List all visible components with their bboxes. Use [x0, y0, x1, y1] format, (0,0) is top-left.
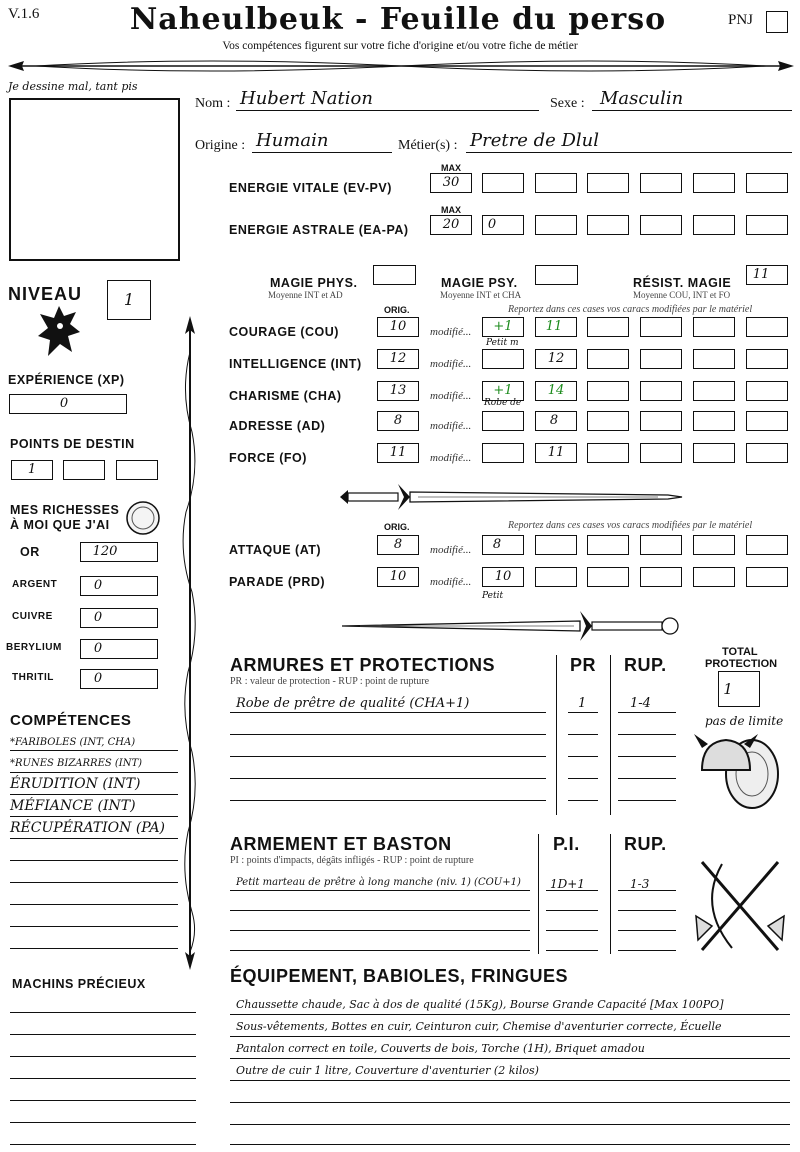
ev-box-4[interactable] [587, 173, 629, 193]
equipement-rule-5 [230, 1102, 790, 1103]
fo-box-4[interactable] [587, 443, 629, 463]
armement-pi-label: P.I. [553, 834, 580, 854]
weapons-icon [692, 856, 788, 956]
magie-psy-label: MAGIE PSY. [441, 276, 518, 290]
ad-box-4[interactable] [587, 411, 629, 431]
armure-line-5 [230, 800, 546, 801]
armure-1-name: Robe de prêtre de qualité (CHA+1) [236, 696, 470, 711]
equipement-line-2: Sous-vêtements, Bottes en cuir, Ceinturon cuir, Chemise d'aventurier correcte, Écuelle [236, 1020, 722, 1033]
arme-line-1 [230, 890, 530, 891]
prd-modifie-label: modifié... [430, 576, 472, 588]
prd-label: PARADE (PRD) [229, 575, 326, 589]
int-box-6[interactable] [693, 349, 735, 369]
armure-line-1 [230, 712, 546, 713]
armement-note: PI : points d'impacts, dégâts infligés - RUP : point de rupture [230, 855, 474, 866]
ea-max-label: MAX [441, 205, 461, 215]
machins-line-4 [10, 1078, 196, 1079]
armure-rup-line-2 [618, 734, 676, 735]
armure-rup-line-4 [618, 778, 676, 779]
title-spear-decoration [6, 54, 796, 78]
magie-phys-note: Moyenne INT et AD [268, 290, 343, 300]
metier-line [466, 152, 792, 153]
arme-line-3 [230, 930, 530, 931]
limit-note: pas de limite [705, 714, 784, 728]
equipement-line-3: Pantalon correct en toile, Couverts de bois, Torche (1H), Briquet amadou [236, 1042, 645, 1055]
cuivre-value: 0 [93, 610, 103, 625]
ea-box-3[interactable] [535, 215, 577, 235]
equipement-rule-4 [230, 1080, 790, 1081]
ad-box-6[interactable] [693, 411, 735, 431]
prd-box-6[interactable] [693, 567, 735, 587]
competence-line-10 [10, 948, 178, 949]
armure-pr-line-3 [568, 756, 598, 757]
fo-box-6[interactable] [693, 443, 735, 463]
cha-box-7[interactable] [746, 381, 788, 401]
arme-pi-line-3 [546, 930, 598, 931]
at-box-3[interactable] [535, 535, 577, 555]
armure-pr-line-1 [568, 712, 598, 713]
sexe-label: Sexe : [550, 96, 585, 111]
portrait-caption: Je dessine mal, tant pis [8, 80, 138, 93]
ad-box-5[interactable] [640, 411, 682, 431]
berylium-value: 0 [93, 641, 103, 656]
arme-pi-line-4 [546, 950, 598, 951]
armures-rup-label: RUP. [624, 655, 667, 675]
int-box-5[interactable] [640, 349, 682, 369]
caracs-orig-label: ORIG. [384, 305, 410, 315]
ea-max-value: 20 [442, 217, 460, 232]
ev-box-5[interactable] [640, 173, 682, 193]
armement-title: ARMEMENT ET BASTON [230, 834, 452, 854]
nom-value[interactable]: Hubert Nation [240, 88, 373, 109]
richesses-label-1: MES RICHESSES [10, 503, 120, 517]
equipement-rule-6 [230, 1124, 790, 1125]
cou-mod-value: +1 [493, 319, 513, 334]
resist-magie-label: RÉSIST. MAGIE [633, 276, 732, 290]
fo-label: FORCE (FO) [229, 451, 307, 465]
machins-label: MACHINS PRÉCIEUX [12, 977, 146, 991]
arme-1-name: Petit marteau de prêtre à long manche (niv. 1) (COU+1) [236, 877, 521, 888]
armure-line-3 [230, 756, 546, 757]
magie-phys-box[interactable] [373, 265, 416, 285]
origine-label: Origine : [195, 138, 246, 153]
cou-box-6[interactable] [693, 317, 735, 337]
armure-rup-line-5 [618, 800, 676, 801]
armure-pr-line-4 [568, 778, 598, 779]
magie-phys-label: MAGIE PHYS. [270, 276, 358, 290]
total-label-2: PROTECTION [705, 658, 778, 670]
nom-label: Nom : [195, 96, 231, 111]
caracs-note: Reportez dans ces cases vos caracs modifiées par le matériel [508, 304, 753, 315]
competence-line-6 [10, 860, 178, 861]
competence-5: RÉCUPÉRATION (PA) [10, 820, 166, 836]
resist-magie-value: 11 [752, 267, 770, 282]
berylium-label: BERYLIUM [6, 642, 62, 653]
origine-line [252, 152, 392, 153]
fo-final-value: 11 [547, 445, 565, 460]
competences-label: COMPÉTENCES [10, 712, 132, 729]
at-final-value: 8 [492, 537, 502, 552]
armures-note: PR : valeur de protection - RUP : point de rupture [230, 676, 430, 687]
cha-mod-note: Robe de [484, 398, 522, 408]
armement-col-divider-2 [610, 834, 611, 954]
armures-pr-label: PR [570, 655, 597, 675]
combat-orig-label: ORIG. [384, 522, 410, 532]
nom-line [236, 110, 539, 111]
portrait-box[interactable] [9, 98, 180, 261]
equipement-title: ÉQUIPEMENT, BABIOLES, FRINGUES [230, 966, 569, 986]
int-label: INTELLIGENCE (INT) [229, 357, 362, 371]
ea-current-value: 0 [487, 217, 497, 232]
ad-orig-value: 8 [393, 413, 403, 428]
ev-max-label: MAX [441, 163, 461, 173]
ad-label: ADRESSE (AD) [229, 419, 326, 433]
helmet-shield-icon [694, 728, 786, 812]
machins-line-3 [10, 1056, 196, 1057]
cuivre-label: CUIVRE [12, 611, 53, 622]
arme-rup-line-2 [618, 910, 676, 911]
equipement-rule-3 [230, 1058, 790, 1059]
ev-box-2[interactable] [482, 173, 524, 193]
niveau-value: 1 [123, 290, 135, 309]
combat-note: Reportez dans ces cases vos caracs modifiées par le matériel [508, 520, 753, 531]
cha-final-value: 14 [547, 383, 565, 398]
arme-pi-line-2 [546, 910, 598, 911]
cou-box-7[interactable] [746, 317, 788, 337]
sexe-line [592, 110, 792, 111]
machins-line-7 [10, 1144, 196, 1145]
cha-modifie-label: modifié... [430, 390, 472, 402]
experience-label: EXPÉRIENCE (XP) [8, 373, 125, 387]
fo-orig-value: 11 [389, 445, 407, 460]
richesses-label-2: À MOI QUE J'AI [10, 518, 110, 532]
ad-modifie-label: modifié... [430, 420, 472, 432]
competence-line-3 [10, 794, 178, 795]
competence-line-5 [10, 838, 178, 839]
argent-value: 0 [93, 578, 103, 593]
fo-modifie-label: modifié... [430, 452, 472, 464]
armement-rup-label: RUP. [624, 834, 667, 854]
prd-orig-value: 10 [389, 569, 407, 584]
thritil-value: 0 [93, 671, 103, 686]
sword-icon [338, 480, 684, 514]
cou-final-value: 11 [545, 319, 563, 334]
cha-orig-value: 13 [389, 383, 407, 398]
version-label: V.1.6 [8, 6, 40, 22]
armures-col-divider-1 [556, 655, 557, 815]
equipement-rule-2 [230, 1036, 790, 1037]
sword-icon-2 [340, 607, 682, 645]
prd-box-4[interactable] [587, 567, 629, 587]
competence-line-4 [10, 816, 178, 817]
or-value: 120 [92, 544, 118, 559]
cou-box-5[interactable] [640, 317, 682, 337]
cou-box-4[interactable] [587, 317, 629, 337]
niveau-label: NIVEAU [8, 284, 83, 304]
combat-under-note: Petit [482, 591, 504, 601]
armement-col-divider-1 [538, 834, 539, 954]
cha-mod-value: +1 [493, 383, 513, 398]
competence-line-8 [10, 904, 178, 905]
armure-pr-line-2 [568, 734, 598, 735]
int-box-4[interactable] [587, 349, 629, 369]
prd-box-3[interactable] [535, 567, 577, 587]
cha-box-4[interactable] [587, 381, 629, 401]
destin-label: POINTS DE DESTIN [10, 437, 135, 451]
metier-label: Métier(s) : [398, 138, 458, 153]
int-orig-value: 12 [389, 351, 407, 366]
experience-value: 0 [59, 396, 69, 411]
destin-box-2[interactable] [63, 460, 105, 480]
cha-box-6[interactable] [693, 381, 735, 401]
resist-magie-note: Moyenne COU, INT et FO [633, 290, 731, 300]
at-modifie-label: modifié... [430, 544, 472, 556]
cou-modifie-label: modifié... [430, 326, 472, 338]
ad-mod-box[interactable] [482, 411, 524, 431]
competence-2: *RUNES BIZARRES (INT) [10, 758, 143, 769]
armure-rup-line-1 [618, 712, 676, 713]
competence-4: MÉFIANCE (INT) [10, 798, 136, 814]
at-box-6[interactable] [693, 535, 735, 555]
destin-box-3[interactable] [116, 460, 158, 480]
machins-line-2 [10, 1034, 196, 1035]
ev-box-6[interactable] [693, 173, 735, 193]
arme-line-2 [230, 910, 530, 911]
machins-line-1 [10, 1012, 196, 1013]
ea-box-7[interactable] [746, 215, 788, 235]
at-box-7[interactable] [746, 535, 788, 555]
cha-label: CHARISME (CHA) [229, 389, 342, 403]
at-label: ATTAQUE (AT) [229, 543, 322, 557]
or-label: OR [20, 545, 40, 559]
origine-value[interactable]: Humain [256, 130, 329, 151]
armure-pr-line-5 [568, 800, 598, 801]
armure-rup-line-3 [618, 756, 676, 757]
prd-final-value: 10 [494, 569, 512, 584]
prd-box-5[interactable] [640, 567, 682, 587]
fo-box-7[interactable] [746, 443, 788, 463]
armures-col-divider-2 [610, 655, 611, 815]
sexe-value[interactable]: Masculin [600, 88, 684, 109]
competence-line-1 [10, 750, 178, 751]
cou-label: COURAGE (COU) [229, 325, 339, 339]
coin-icon [125, 500, 161, 536]
magie-psy-note: Moyenne INT et CHA [440, 290, 522, 300]
ev-max-value: 30 [442, 175, 460, 190]
at-box-4[interactable] [587, 535, 629, 555]
cou-mod-note: Petit m [486, 338, 519, 348]
pnj-label: PNJ [728, 12, 754, 28]
arme-rup-line-3 [618, 930, 676, 931]
int-final-value: 12 [547, 351, 565, 366]
ev-label: ENERGIE VITALE (EV-PV) [229, 181, 392, 195]
int-modifie-label: modifié... [430, 358, 472, 370]
pnj-checkbox[interactable] [766, 11, 788, 33]
ad-final-value: 8 [549, 413, 559, 428]
machins-line-5 [10, 1100, 196, 1101]
total-label-1: TOTAL [722, 646, 758, 658]
ev-box-7[interactable] [746, 173, 788, 193]
equipement-rule-1 [230, 1014, 790, 1015]
ea-label: ENERGIE ASTRALE (EA-PA) [229, 223, 409, 237]
ev-box-3[interactable] [535, 173, 577, 193]
competence-line-9 [10, 926, 178, 927]
argent-label: ARGENT [12, 579, 58, 590]
int-mod-box[interactable] [482, 349, 524, 369]
spear-decoration [178, 312, 202, 974]
arme-1-pi: 1D+1 [550, 877, 585, 891]
armure-1-pr: 1 [578, 696, 587, 711]
competence-3: ÉRUDITION (INT) [10, 776, 141, 792]
armures-title: ARMURES ET PROTECTIONS [230, 655, 496, 675]
total-protection-value: 1 [723, 680, 733, 698]
destin-value: 1 [27, 462, 37, 477]
at-orig-value: 8 [393, 537, 403, 552]
competence-line-2 [10, 772, 178, 773]
prd-box-7[interactable] [746, 567, 788, 587]
ea-box-5[interactable] [640, 215, 682, 235]
ad-box-7[interactable] [746, 411, 788, 431]
equipement-rule-7 [230, 1144, 790, 1145]
magie-psy-box[interactable] [535, 265, 578, 285]
equipement-line-4: Outre de cuir 1 litre, Couverture d'aventurier (2 kilos) [236, 1064, 539, 1077]
armure-line-4 [230, 778, 546, 779]
cha-box-5[interactable] [640, 381, 682, 401]
equipement-line-1: Chaussette chaude, Sac à dos de qualité (15Kg), Bourse Grande Capacité [Max 100PO] [236, 998, 724, 1011]
armure-line-2 [230, 734, 546, 735]
fo-mod-box[interactable] [482, 443, 524, 463]
arme-line-4 [230, 950, 530, 951]
thritil-label: THRITIL [12, 672, 54, 683]
armure-1-rup: 1-4 [630, 696, 651, 711]
cou-orig-value: 10 [389, 319, 407, 334]
arme-pi-line-1 [546, 890, 598, 891]
int-box-7[interactable] [746, 349, 788, 369]
at-box-5[interactable] [640, 535, 682, 555]
arme-1-rup: 1-3 [630, 877, 650, 891]
metier-value[interactable]: Pretre de Dlul [470, 130, 600, 151]
page-subtitle: Vos compétences figurent sur votre fiche d'origine et/ou votre fiche de métier [222, 40, 578, 52]
arme-rup-line-4 [618, 950, 676, 951]
competence-line-7 [10, 882, 178, 883]
dragon-icon [34, 302, 84, 360]
arme-rup-line-1 [618, 890, 676, 891]
fo-box-5[interactable] [640, 443, 682, 463]
page-title: Naheulbeuk - Feuille du perso [129, 2, 667, 37]
competence-1: *FARIBOLES (INT, CHA) [10, 737, 136, 748]
ea-box-4[interactable] [587, 215, 629, 235]
ea-box-6[interactable] [693, 215, 735, 235]
machins-line-6 [10, 1122, 196, 1123]
